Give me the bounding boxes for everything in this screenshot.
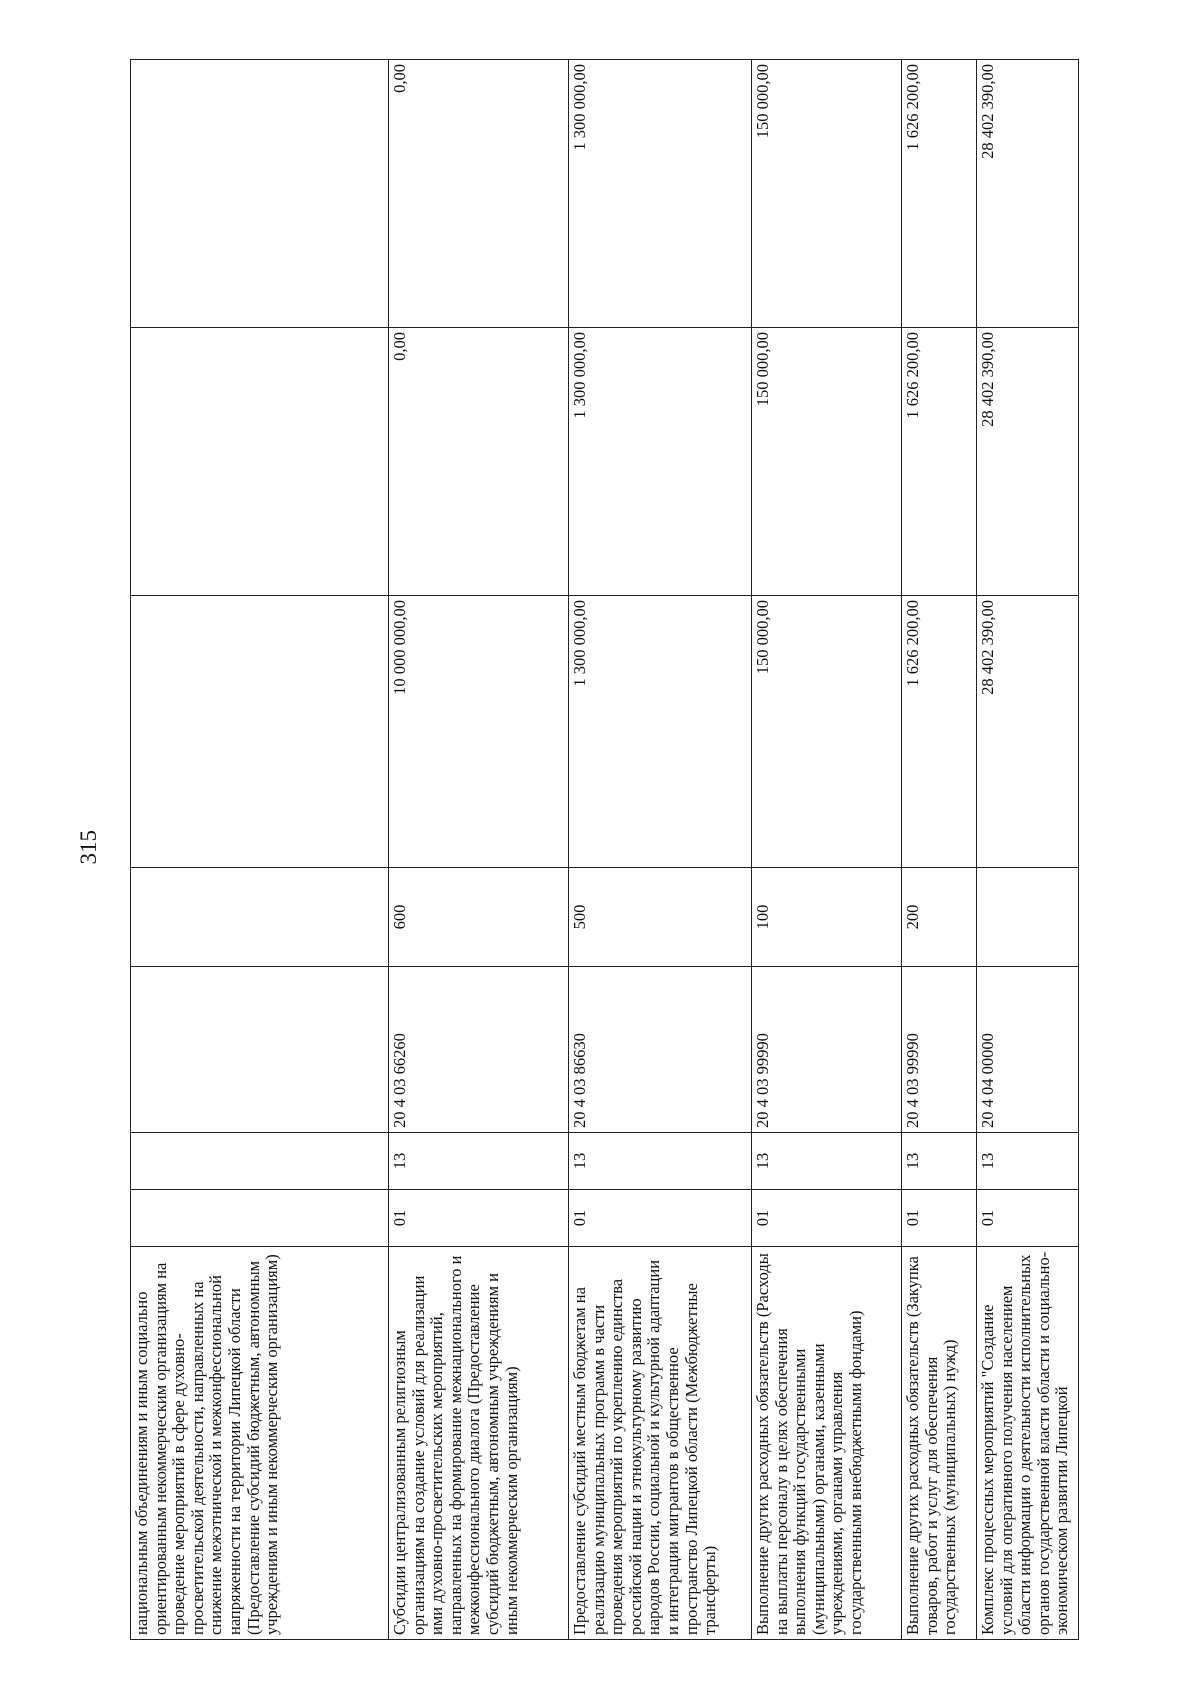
row-description: Выполнение других расходных обязательств (Закупка товаров, работ и услуг для обеспечения государственных (муниципальных) нужд) xyxy=(902,1247,977,1640)
subsection-code: 13 xyxy=(569,1133,752,1190)
budget-table xyxy=(130,59,1079,1640)
section-code xyxy=(131,1190,389,1247)
target-article: 20 4 03 66260 xyxy=(389,967,569,1133)
expense-type xyxy=(977,868,1079,967)
amount-year-2 xyxy=(131,328,389,596)
amount-year-2: 150 000,00 xyxy=(752,328,902,596)
amount-year-3: 0,00 xyxy=(389,60,569,328)
amount-year-2: 0,00 xyxy=(389,328,569,596)
target-article: 20 4 03 99990 xyxy=(752,967,902,1133)
amount-year-3: 28 402 390,00 xyxy=(977,60,1079,328)
amount-year-1 xyxy=(131,596,389,868)
section-code: 01 xyxy=(902,1190,977,1247)
section-code: 01 xyxy=(752,1190,902,1247)
section-code: 01 xyxy=(389,1190,569,1247)
table-row xyxy=(131,60,389,1640)
amount-year-3 xyxy=(131,60,389,328)
amount-year-3: 1 300 000,00 xyxy=(569,60,752,328)
target-article xyxy=(131,967,389,1133)
section-code: 01 xyxy=(569,1190,752,1247)
table-row xyxy=(389,60,569,1640)
amount-year-3: 150 000,00 xyxy=(752,60,902,328)
row-description: национальным объединениям и иным социально ориентированным некоммерческим организациям на проведение мероприятий в сфере духовно-просветительской деятельности, направленных на снижение межэтнической и межконфессиональной напряженности на территории Липецкой области (Предоставление субсидий бюджетным, автономным учреждениям и иным некоммерческим организациям) xyxy=(131,1247,389,1640)
amount-year-1: 10 000 000,00 xyxy=(389,596,569,868)
expense-type: 200 xyxy=(902,868,977,967)
expense-type: 600 xyxy=(389,868,569,967)
amount-year-1: 150 000,00 xyxy=(752,596,902,868)
amount-year-2: 1 300 000,00 xyxy=(569,328,752,596)
amount-year-1: 1 300 000,00 xyxy=(569,596,752,868)
row-description: Предоставление субсидий местным бюджетам на реализацию муниципальных программ в части проведения мероприятий по укреплению единства российской нации и этнокультурному развитию народов России, социальной и культурной адаптации и интеграции мигрантов в общественное пространство Липецкой области (Межбюджетные трансферты) xyxy=(569,1247,752,1640)
subsection-code xyxy=(131,1133,389,1190)
subsection-code: 13 xyxy=(902,1133,977,1190)
expense-type xyxy=(131,868,389,967)
subsection-code: 13 xyxy=(389,1133,569,1190)
expense-type: 500 xyxy=(569,868,752,967)
section-code: 01 xyxy=(977,1190,1079,1247)
amount-year-1: 1 626 200,00 xyxy=(902,596,977,868)
amount-year-2: 28 402 390,00 xyxy=(977,328,1079,596)
amount-year-3: 1 626 200,00 xyxy=(902,60,977,328)
target-article: 20 4 03 99990 xyxy=(902,967,977,1133)
amount-year-1: 28 402 390,00 xyxy=(977,596,1079,868)
page-number: 315 xyxy=(76,830,101,865)
expense-type: 100 xyxy=(752,868,902,967)
amount-year-2: 1 626 200,00 xyxy=(902,328,977,596)
table-row xyxy=(902,60,977,1640)
table-row xyxy=(977,60,1079,1640)
subsection-code: 13 xyxy=(752,1133,902,1190)
table-row xyxy=(752,60,902,1640)
target-article: 20 4 03 86630 xyxy=(569,967,752,1133)
subsection-code: 13 xyxy=(977,1133,1079,1190)
target-article: 20 4 04 00000 xyxy=(977,967,1079,1133)
row-description: Комплекс процессных мероприятий "Создание условий для оперативного получения населением области информации о деятельности исполнительных органов государственной власти области и социально-экономическом развитии Липецкой xyxy=(977,1247,1079,1640)
rotated-page xyxy=(130,60,1078,1640)
row-description: Субсидии централизованным религиозным организациям на создание условий для реализации ими духовно-просветительских мероприятий, направленных на формирование межнационального и межконфессионального диалога (Предоставление субсидий бюджетным, автономным учреждениям и иным некоммерческим организациям) xyxy=(389,1247,569,1640)
row-description: Выполнение других расходных обязательств (Расходы на выплаты персоналу в целях обеспечения выполнения функций государственными (муниципальными) органами, казенными учреждениями, органами управления государственными внебюджетными фондами) xyxy=(752,1247,902,1640)
table-row xyxy=(569,60,752,1640)
